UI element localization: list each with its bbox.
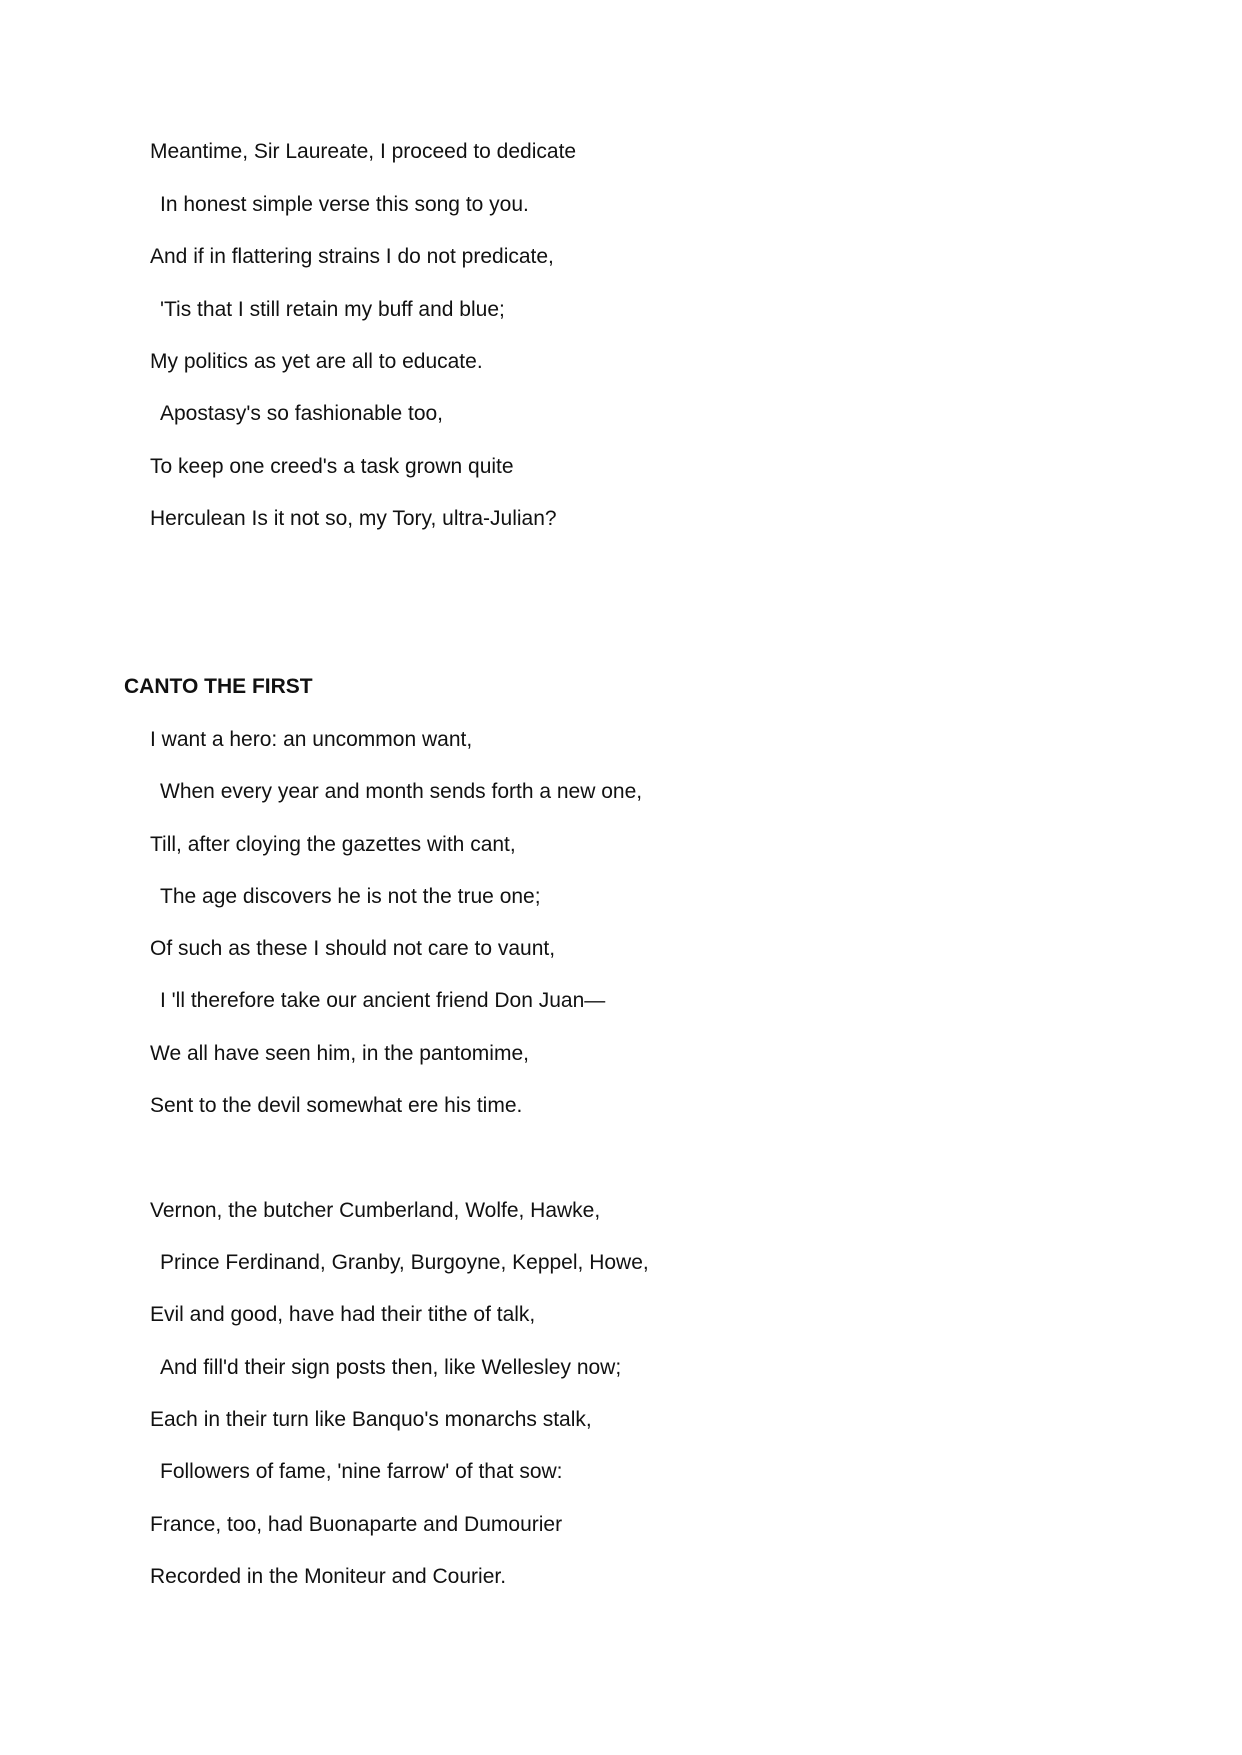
canto-title: CANTO THE FIRST (124, 675, 313, 698)
dedication-line-2: In honest simple verse this song to you. (160, 193, 529, 216)
stanza1-line-6: I 'll therefore take our ancient friend Don Juan— (160, 989, 606, 1012)
stanza2-line-5: Each in their turn like Banquo's monarchs stalk, (150, 1408, 592, 1431)
dedication-line-4: 'Tis that I still retain my buff and blue; (160, 298, 505, 321)
stanza2-line-1: Vernon, the butcher Cumberland, Wolfe, Hawke, (150, 1199, 601, 1222)
stanza1-line-1: I want a hero: an uncommon want, (150, 728, 473, 751)
stanza2-line-2: Prince Ferdinand, Granby, Burgoyne, Keppel, Howe, (160, 1251, 649, 1274)
stanza1-line-3: Till, after cloying the gazettes with cant, (150, 833, 516, 856)
stanza2-line-6: Followers of fame, 'nine farrow' of that sow: (160, 1460, 563, 1483)
stanza1-line-5: Of such as these I should not care to vaunt, (150, 937, 556, 960)
dedication-line-1: Meantime, Sir Laureate, I proceed to dedicate (150, 140, 577, 163)
stanza1-line-2: When every year and month sends forth a new one, (160, 780, 643, 803)
stanza1-line-4: The age discovers he is not the true one; (160, 885, 541, 908)
stanza2-line-7: France, too, had Buonaparte and Dumourier (150, 1513, 563, 1536)
stanza2-line-3: Evil and good, have had their tithe of talk, (150, 1303, 536, 1326)
stanza2-line-4: And fill'd their sign posts then, like Wellesley now; (160, 1356, 622, 1379)
dedication-line-6: Apostasy's so fashionable too, (160, 402, 444, 425)
dedication-line-7: To keep one creed's a task grown quite (150, 455, 514, 478)
stanza2-line-8: Recorded in the Moniteur and Courier. (150, 1565, 507, 1588)
stanza1-line-7: We all have seen him, in the pantomime, (150, 1042, 529, 1065)
dedication-line-5: My politics as yet are all to educate. (150, 350, 483, 373)
dedication-line-8: Herculean Is it not so, my Tory, ultra-Julian? (150, 507, 557, 530)
dedication-line-3: And if in flattering strains I do not predicate, (150, 245, 554, 268)
stanza1-line-8: Sent to the devil somewhat ere his time. (150, 1094, 523, 1117)
